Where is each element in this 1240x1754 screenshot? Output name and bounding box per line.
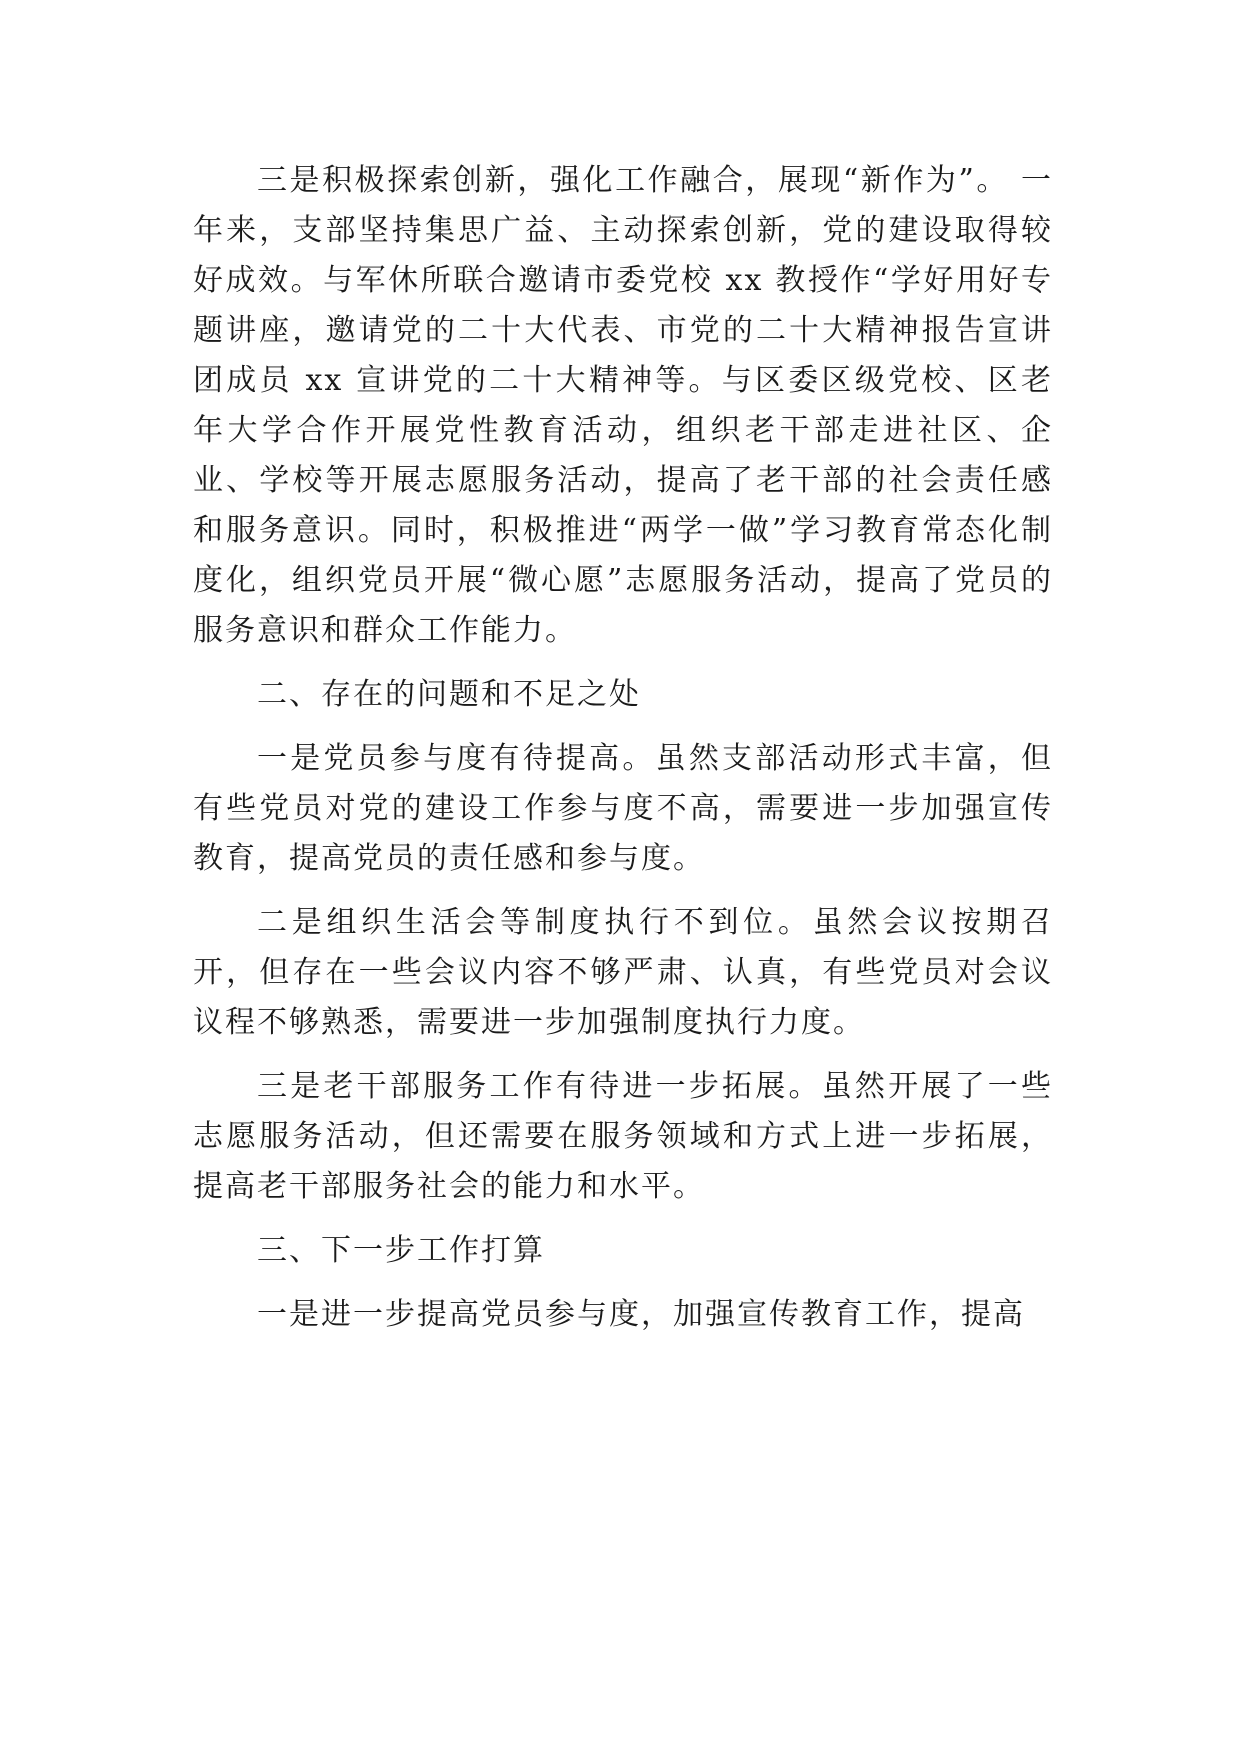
section-heading-problems: 二、存在的问题和不足之处	[257, 677, 641, 712]
section-heading-next-steps: 三、下一步工作打算	[257, 1233, 545, 1268]
paragraph-system-execution: 二是组织生活会等制度执行不到位。虽然会议按期召开，但存在一些会议内容不够严肃、认真，有些党员对会议议程不够熟悉，需要进一步加强制度执行力度。	[193, 905, 1053, 1040]
document-body	[193, 156, 1053, 1354]
paragraph-next-step-1: 一是进一步提高党员参与度，加强宣传教育工作，提高	[257, 1297, 1025, 1332]
paragraph-innovation: 三是积极探索创新，强化工作融合，展现“新作为”。 一年来，支部坚持集思广益、主动探索创新，党的建设取得较好成效。与军休所联合邀请市委党校 xx 教授作“学好用好专题讲座，邀请党的二十大代表、市党的二十大精神报告宣讲团成员 xx 宣讲党的二十大精神等。与区委区级党校、区老年大学合作开展党性教育活动，组织老干部走进社区、企业、学校等开展志愿服务活动，提高了老干部的社会责任感和服务意识。同时，积极推进“两学一做”学习教育常态化制度化，组织党员开展“微心愿”志愿服务活动，提高了党员的服务意识和群众工作能力。	[193, 163, 1053, 648]
paragraph-cadre-service: 三是老干部服务工作有待进一步拓展。虽然开展了一些志愿服务活动，但还需要在服务领域和方式上进一步拓展，提高老干部服务社会的能力和水平。	[193, 1069, 1053, 1204]
paragraph-participation: 一是党员参与度有待提高。虽然支部活动形式丰富，但有些党员对党的建设工作参与度不高，需要进一步加强宣传教育，提高党员的责任感和参与度。	[193, 741, 1053, 876]
